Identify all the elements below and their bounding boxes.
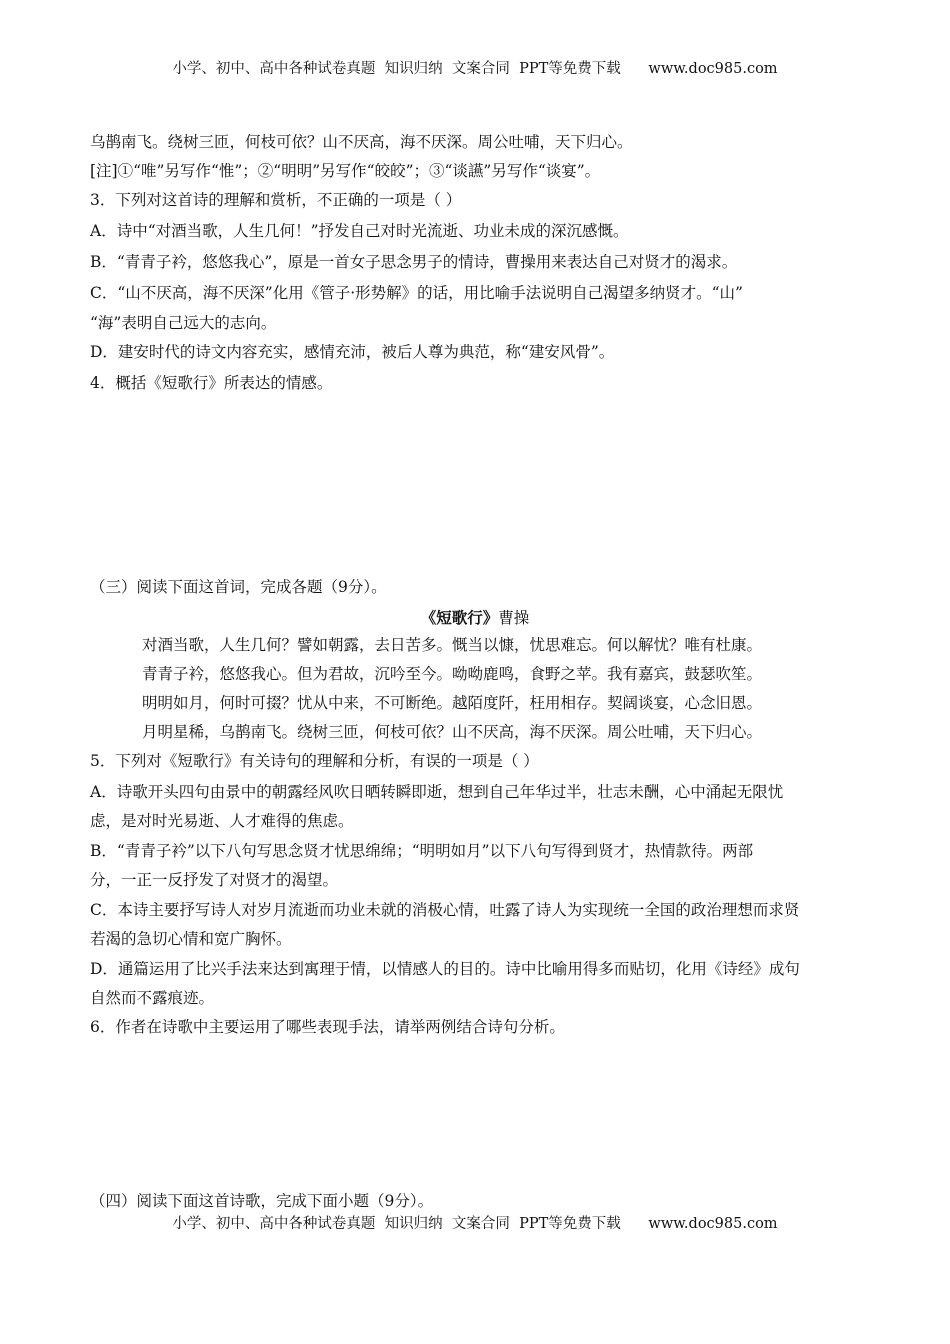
poem-line: 对酒当歌，人生几何？譬如朝露，去日苦多。慨当以慷，忧思难忘。何以解忧？唯有杜康。 [142,636,763,654]
question-3-option-b: B．“青青子衿，悠悠我心”，原是一首女子思念男子的情诗，曹操用来表达自己对贤才的渴求。 [90,253,738,271]
question-6-stem: 6．作者在诗歌中主要运用了哪些表现手法，请举两例结合诗句分析。 [90,1018,565,1036]
poem-line: 青青子衿，悠悠我心。但为君故，沉吟至今。呦呦鹿鸣，食野之苹。我有嘉宾，鼓瑟吹笙。 [142,665,763,683]
poem-title: 《短歌行》 [420,608,499,627]
question-5-option-a: A．诗歌开头四句由景中的朝露经风吹日晒转瞬即逝，想到自己年华过半，壮志未酬，心中涌起无限忧 [90,783,784,801]
question-3-option-c-cont: “海”表明自己远大的志向。 [90,314,277,332]
question-3-option-c: C．“山不厌高，海不厌深”化用《管子·形势解》的话，用比喻手法说明自己渴望多纳贤才。“山” [90,284,743,302]
page-footer: 小学、初中、高中各种试卷真题 知识归纳 文案合同 PPT等免费下载 www.doc985.com [172,1216,778,1232]
annotation-note: [注]①“唯”另写作“惟”；②“明明”另写作“皎皎”；③“谈讌”另写作“谈宴”。 [90,162,601,180]
question-5-option-a-cont: 虑，是对时光易逝、人才难得的焦虑。 [90,812,354,830]
question-5-option-d-cont: 自然而不露痕迹。 [90,989,215,1007]
question-5-option-b: B．“青青子衿”以下八句写思念贤才忧思绵绵；“明明如月”以下八句写得到贤才，热情款待。两部 [90,842,754,860]
poem-line: 月明星稀，乌鹊南飞。绕树三匝，何枝可依？山不厌高，海不厌深。周公吐哺，天下归心。 [142,723,763,741]
poem-title-line [0,606,950,628]
poem-tail-line: 乌鹊南飞。绕树三匝，何枝可依？山不厌高，海不厌深。周公吐哺，天下归心。 [90,133,633,151]
question-5-option-c: C．本诗主要抒写诗人对岁月流逝而功业未就的消极心情，吐露了诗人为实现统一全国的政治理想而求贤 [90,901,800,919]
question-5-option-c-cont: 若渴的急切心情和宽广胸怀。 [90,930,292,948]
question-5-stem: 5．下列对《短歌行》有关诗句的理解和分析，有误的一项是（ ） [90,752,539,770]
question-3-option-a: A．诗中“对酒当歌，人生几何！”抒发自己对时光流逝、功业未成的深沉感慨。 [90,222,629,240]
question-3-option-d: D．建安时代的诗文内容充实，感情充沛，被后人尊为典范，称“建安风骨”。 [90,343,615,361]
question-3-stem: 3．下列对这首诗的理解和赏析，不正确的一项是（ ） [90,191,462,209]
section-4-heading: （四）阅读下面这首诗歌，完成下面小题（9分）。 [90,1192,434,1210]
poem-author: 曹操 [498,609,530,627]
page-header: 小学、初中、高中各种试卷真题 知识归纳 文案合同 PPT等免费下载 www.doc985.com [172,61,778,77]
section-3-heading: （三）阅读下面这首词，完成各题（9分）。 [90,578,387,596]
poem-line: 明明如月，何时可掇？忧从中来，不可断绝。越陌度阡，枉用相存。契阔谈宴，心念旧恩。 [142,694,763,712]
question-5-option-b-cont: 分，一正一反抒发了对贤才的渴望。 [90,871,339,889]
question-5-option-d: D．通篇运用了比兴手法来达到寓理于情，以情感人的目的。诗中比喻用得多而贴切，化用《诗经》成句 [90,960,800,978]
question-4-stem: 4．概括《短歌行》所表达的情感。 [90,374,333,392]
